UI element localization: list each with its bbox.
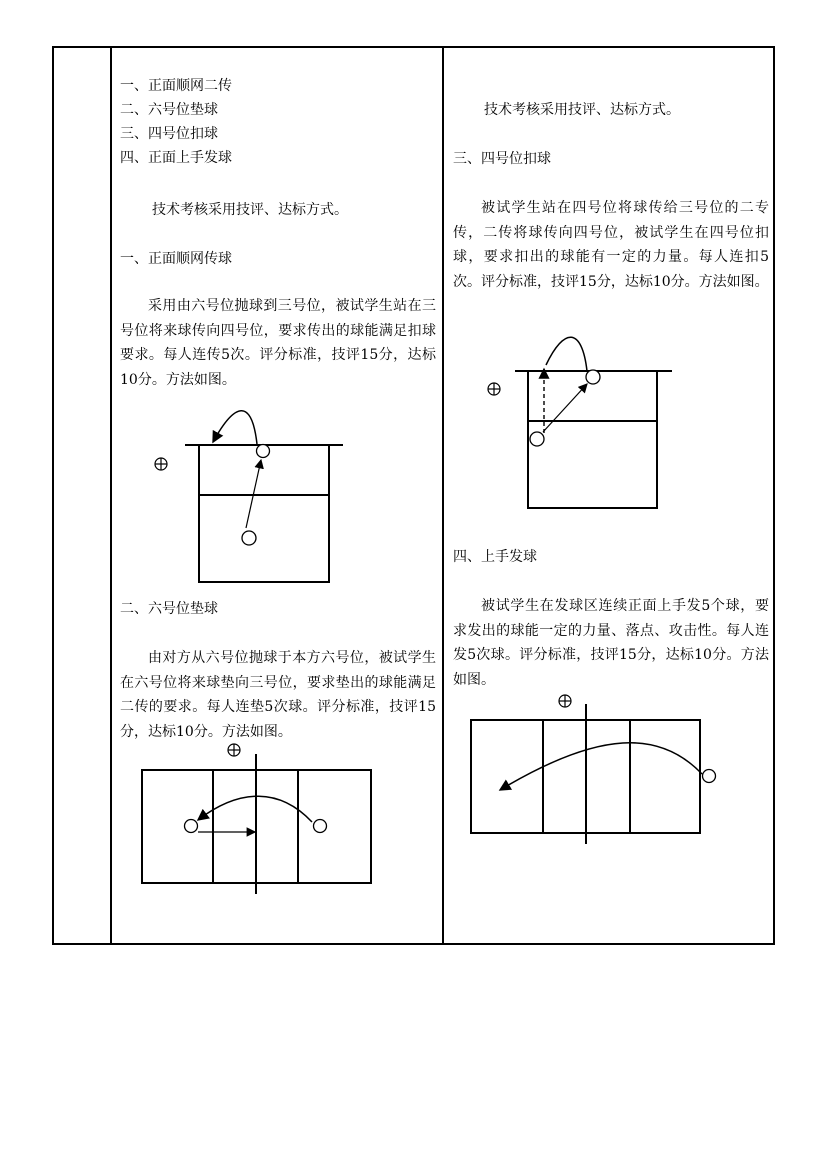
section-paragraph: 采用由六号位抛球到三号位，被试学生站在三号位将来球传向四号位，要求传出的球能满足扣球要求。每人连传5次。评分标准，技评15分，达标10分。方法如图。 [120,298,436,388]
section-paragraph: 被试学生在发球区连续正面上手发5个球，要求发出的球能一定的力量、落点、攻击性。每人连发5次球。评分标准，技评15分，达标10分。方法如图。 [453,598,769,688]
list-item: 三、四号位扣球 [120,126,218,142]
crosshair-circle-icon [488,383,500,395]
digging-diagram [130,740,390,900]
column-divider-middle [442,46,444,945]
list-item: 四、正面上手发球 [120,150,232,166]
list-item: 一、正面顺网二传 [120,78,232,94]
section-heading: 四、上手发球 [453,549,537,565]
section-heading: 一、正面顺网传球 [120,251,232,267]
section-heading: 二、六号位垫球 [120,601,218,617]
serving-diagram [460,690,730,850]
section-paragraph: 被试学生站在四号位将球传给三号位的二专传，二传将球传向四号位，被试学生在四号位扣球，要求扣出的球能有一定的力量。每人连扣5次。评分标准，技评15分，达标10分。方法如图。 [453,200,769,290]
section-heading: 三、四号位扣球 [453,151,551,167]
spiking-diagram [470,325,690,515]
list-item: 二、六号位垫球 [120,102,218,118]
setting-diagram [140,400,360,590]
section-paragraph: 由对方从六号位抛球于本方六号位，被试学生在六号位将来球垫向三号位，要求垫出的球能满足二传的要求。每人连垫5次球。评分标准，技评15分，达标10分。方法如图。 [120,650,436,740]
assessment-note: 技术考核采用技评、达标方式。 [152,202,348,218]
crosshair-circle-icon [559,695,571,707]
crosshair-circle-icon [228,744,240,756]
assessment-note: 技术考核采用技评、达标方式。 [484,102,680,118]
crosshair-circle-icon [155,458,167,470]
column-divider-narrow [110,46,112,945]
